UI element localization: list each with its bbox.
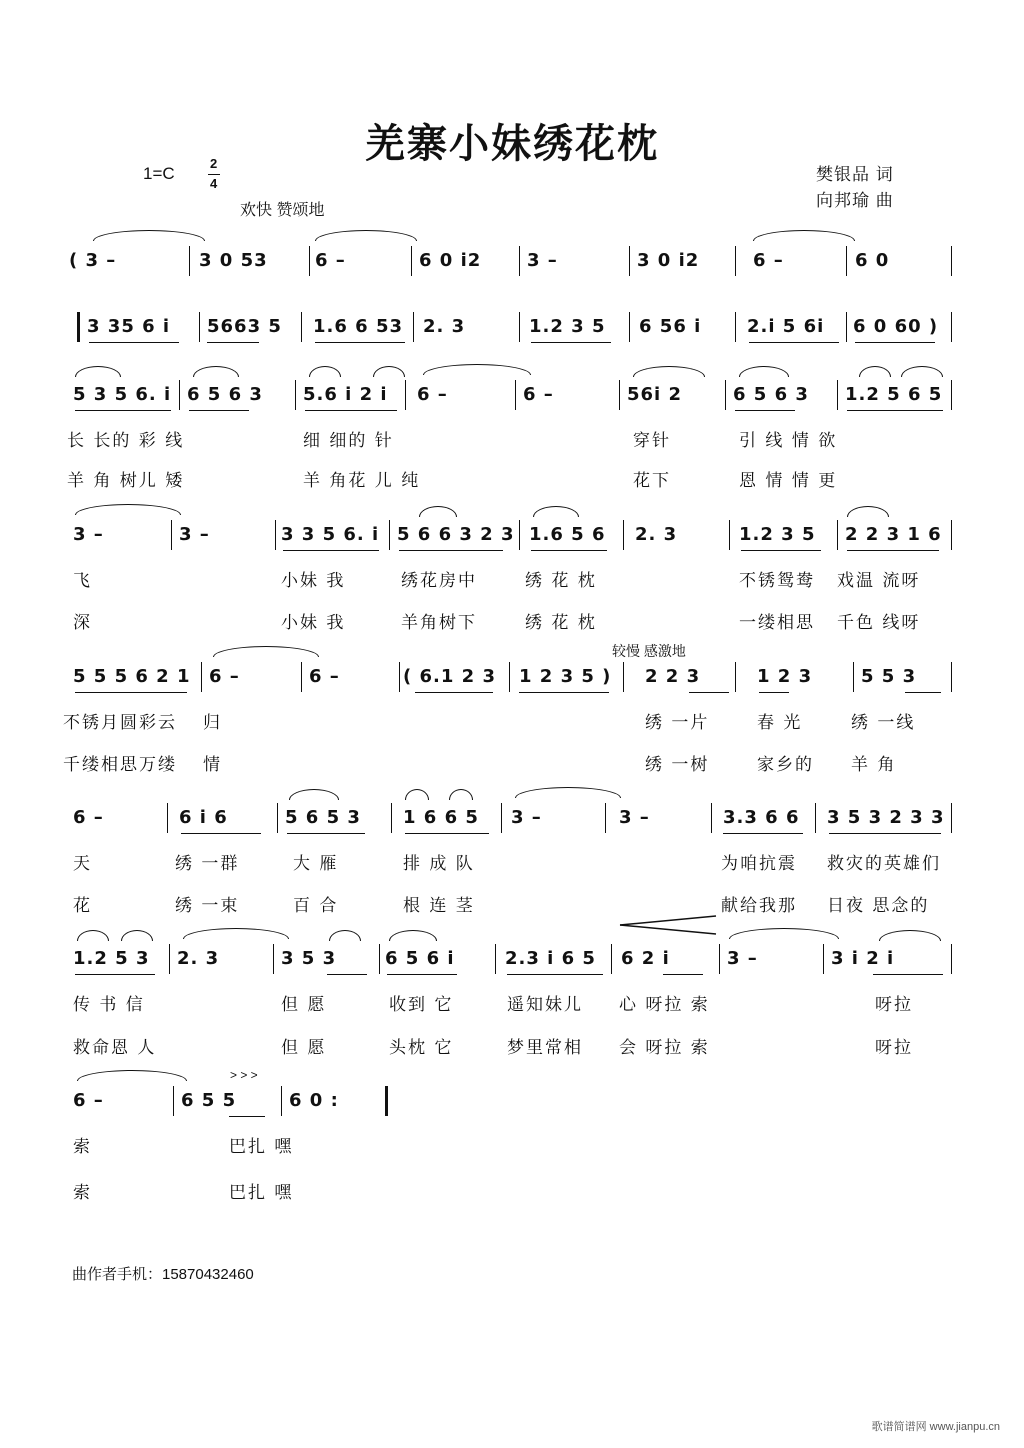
composer-contact: 曲作者手机：15870432460 bbox=[72, 1266, 254, 1283]
lyric-text: 绣 一线 bbox=[851, 713, 916, 733]
notation-row bbox=[63, 312, 953, 342]
slur-arc bbox=[419, 506, 457, 517]
barline bbox=[509, 662, 510, 692]
measure: 3 i 2 i bbox=[831, 948, 895, 969]
measure: 1.2 3 5 bbox=[739, 524, 816, 545]
lyric-text: 羊 角 树儿 矮 bbox=[67, 471, 185, 491]
measure: 6 0 i2 bbox=[419, 250, 482, 271]
measure: 3.3 6 6 bbox=[723, 807, 800, 828]
notation-row bbox=[63, 944, 953, 974]
lyrics-line bbox=[63, 608, 953, 632]
barline bbox=[309, 246, 310, 276]
barline bbox=[411, 246, 412, 276]
measure: 6 – bbox=[73, 1090, 104, 1111]
lyric-text: 会 呀拉 索 bbox=[619, 1038, 710, 1058]
underline-beam bbox=[759, 692, 789, 693]
underline-beam bbox=[829, 833, 941, 834]
measure: 3 0 i2 bbox=[637, 250, 700, 271]
lyric-text: 收到 它 bbox=[389, 995, 454, 1015]
lyric-text: 遥知妹儿 bbox=[507, 995, 583, 1015]
barline bbox=[389, 520, 390, 550]
measure: 2. 3 bbox=[635, 524, 678, 545]
measure: 3 – bbox=[619, 807, 650, 828]
measure: 3 – bbox=[727, 948, 758, 969]
lyric-text: 心 呀拉 索 bbox=[619, 995, 710, 1015]
measure: 6 – bbox=[417, 384, 448, 405]
barline bbox=[623, 662, 624, 692]
lyric-text: 绣 花 枕 bbox=[525, 571, 597, 591]
time-signature-top: 2 bbox=[210, 156, 218, 171]
lyric-text: 救命恩 人 bbox=[73, 1038, 157, 1058]
underline-beam bbox=[723, 833, 803, 834]
measure: 3 – bbox=[527, 250, 558, 271]
underline-beam bbox=[75, 410, 171, 411]
measure: 1 6 6 5 bbox=[403, 807, 479, 828]
lyric-text: 百 合 bbox=[293, 896, 339, 916]
measure: 1.6 5 6 bbox=[529, 524, 606, 545]
measure: 6 56 i bbox=[639, 316, 702, 337]
underline-beam bbox=[847, 410, 943, 411]
tie-arc bbox=[315, 230, 417, 241]
underline-beam bbox=[207, 342, 259, 343]
barline bbox=[301, 662, 302, 692]
lyrics-line bbox=[63, 566, 953, 590]
lyric-text: 恩 情 情 更 bbox=[739, 471, 838, 491]
lyric-text: 绣 花 枕 bbox=[525, 613, 597, 633]
repeat-start-barline bbox=[77, 312, 80, 342]
key-signature: 1=C bbox=[143, 164, 175, 183]
underline-beam bbox=[75, 692, 187, 693]
underline-beam bbox=[531, 550, 607, 551]
barline bbox=[515, 380, 516, 410]
measure: 5 6 5 3 bbox=[285, 807, 361, 828]
lyric-text: 不锈鸳鸯 bbox=[739, 571, 815, 591]
lyric-text: 巴扎 嘿 bbox=[229, 1137, 294, 1157]
measure: 6 – bbox=[315, 250, 346, 271]
tie-arc bbox=[77, 1070, 187, 1081]
lyric-text: 根 连 茎 bbox=[403, 896, 475, 916]
barline bbox=[725, 380, 726, 410]
tie-arc bbox=[753, 230, 855, 241]
lyric-text: 献给我那 bbox=[721, 896, 797, 916]
measure: 1.2 3 5 bbox=[529, 316, 606, 337]
barline bbox=[951, 520, 952, 550]
slur-arc bbox=[75, 366, 121, 377]
lyric-text: 细 细的 针 bbox=[303, 431, 394, 451]
tie-arc bbox=[75, 504, 181, 515]
measure: 5.6 i 2 i bbox=[303, 384, 388, 405]
lyric-text: 天 bbox=[73, 854, 92, 874]
barline bbox=[399, 662, 400, 692]
slur-arc bbox=[289, 789, 339, 800]
time-signature-line bbox=[208, 174, 220, 175]
barline bbox=[623, 520, 624, 550]
lyric-text: 绣 一树 bbox=[645, 755, 710, 775]
lyrics-line bbox=[63, 891, 953, 915]
lyric-text: 羊角树下 bbox=[401, 613, 477, 633]
notation-row bbox=[63, 803, 953, 833]
barline bbox=[379, 944, 380, 974]
measure: 6 – bbox=[73, 807, 104, 828]
barline bbox=[295, 380, 296, 410]
lyric-text: 家乡的 bbox=[757, 755, 814, 775]
underline-beam bbox=[181, 833, 261, 834]
lyric-text: 深 bbox=[73, 613, 92, 633]
slur-arc bbox=[847, 506, 889, 517]
slur-arc bbox=[373, 366, 405, 377]
underline-beam bbox=[531, 342, 611, 343]
barline bbox=[951, 312, 952, 342]
barline bbox=[735, 246, 736, 276]
lyric-text: 羊 角 bbox=[851, 755, 897, 775]
barline bbox=[951, 662, 952, 692]
lyric-text: 但 愿 bbox=[281, 995, 327, 1015]
measure: 6 – bbox=[309, 666, 340, 687]
barline bbox=[169, 944, 170, 974]
measure: 5 5 3 bbox=[861, 666, 917, 687]
slur-arc bbox=[193, 366, 239, 377]
site-watermark: 歌谱简谱网 www.jianpu.cn bbox=[871, 1421, 1000, 1433]
measure: 6 – bbox=[523, 384, 554, 405]
tie-arc bbox=[213, 646, 319, 657]
lyric-text: 穿针 bbox=[633, 431, 671, 451]
measure: 1.6 6 53 bbox=[313, 316, 403, 337]
underline-beam bbox=[287, 833, 365, 834]
measure: 5 5 5 6 2 1 bbox=[73, 666, 191, 687]
lyric-text: 呀拉 bbox=[875, 1038, 913, 1058]
measure: 5 6 6 3 2 3 bbox=[397, 524, 515, 545]
tie-arc bbox=[423, 364, 531, 375]
barline bbox=[735, 662, 736, 692]
measure: 6 5 5 bbox=[181, 1090, 237, 1111]
notation-row bbox=[63, 246, 953, 276]
lyric-text: 小妹 我 bbox=[281, 571, 346, 591]
tempo-change-marking: 较慢 感激地 bbox=[612, 643, 686, 659]
measure: 3 3 5 6. i bbox=[281, 524, 380, 545]
measure: 5663 5 bbox=[207, 316, 282, 337]
lyrics-line bbox=[63, 708, 953, 732]
lyrics-line bbox=[63, 990, 953, 1014]
barline bbox=[846, 312, 847, 342]
barline bbox=[179, 380, 180, 410]
time-signature-bottom: 4 bbox=[210, 176, 218, 191]
barline bbox=[629, 312, 630, 342]
underline-beam bbox=[405, 833, 489, 834]
barline bbox=[413, 312, 414, 342]
lyric-text: 头枕 它 bbox=[389, 1038, 454, 1058]
measure: 2 2 3 1 6 bbox=[845, 524, 942, 545]
measure: 6 5 6 i bbox=[385, 948, 455, 969]
measure: 2.3 i 6 5 bbox=[505, 948, 596, 969]
barline bbox=[951, 944, 952, 974]
measure: 3 – bbox=[179, 524, 210, 545]
lyric-text: 但 愿 bbox=[281, 1038, 327, 1058]
measure: 2. 3 bbox=[423, 316, 466, 337]
barline bbox=[719, 944, 720, 974]
slur-arc bbox=[859, 366, 891, 377]
underline-beam bbox=[283, 550, 379, 551]
slur-arc bbox=[121, 930, 153, 941]
lyric-text: 梦里常相 bbox=[507, 1038, 583, 1058]
barline bbox=[301, 312, 302, 342]
slur-arc bbox=[389, 930, 437, 941]
measure: 6 0 : bbox=[289, 1090, 339, 1111]
barline bbox=[519, 520, 520, 550]
lyric-text: 一缕相思 bbox=[739, 613, 815, 633]
lyric-text: 巴扎 嘿 bbox=[229, 1183, 294, 1203]
measure: 3 5 3 bbox=[281, 948, 337, 969]
barline bbox=[823, 944, 824, 974]
barline bbox=[391, 803, 392, 833]
barline bbox=[951, 380, 952, 410]
barline bbox=[853, 662, 854, 692]
lyric-text: 千缕相思万缕 bbox=[63, 755, 177, 775]
measure: 5 3 5 6. i bbox=[73, 384, 172, 405]
measure: ( 3 – bbox=[69, 250, 117, 271]
measure: 3 0 53 bbox=[199, 250, 268, 271]
underline-beam bbox=[305, 410, 397, 411]
tie-arc bbox=[183, 928, 289, 939]
lyric-text: 羊 角花 儿 纯 bbox=[303, 471, 421, 491]
barline bbox=[173, 1086, 174, 1116]
measure: 56i 2 bbox=[627, 384, 683, 405]
underline-beam bbox=[89, 342, 179, 343]
barline bbox=[199, 312, 200, 342]
measure: 2 2 3 bbox=[645, 666, 701, 687]
barline bbox=[735, 312, 736, 342]
barline bbox=[605, 803, 606, 833]
lyric-text: 小妹 我 bbox=[281, 613, 346, 633]
measure: 6 2 i bbox=[621, 948, 670, 969]
slur-arc bbox=[405, 789, 429, 800]
underline-beam bbox=[749, 342, 839, 343]
barline bbox=[405, 380, 406, 410]
lyric-text: 日夜 思念的 bbox=[827, 896, 930, 916]
barline bbox=[277, 803, 278, 833]
lyric-text: 排 成 队 bbox=[403, 854, 475, 874]
underline-beam bbox=[905, 692, 941, 693]
measure: ( 6.1 2 3 bbox=[403, 666, 496, 687]
lyric-text: 春 光 bbox=[757, 713, 803, 733]
underline-beam bbox=[735, 410, 795, 411]
measure: 3 35 6 i bbox=[87, 316, 171, 337]
barline bbox=[815, 803, 816, 833]
slur-arc bbox=[449, 789, 473, 800]
measure: 1 2 3 5 ) bbox=[519, 666, 612, 687]
measure: 1.2 5 3 bbox=[73, 948, 150, 969]
lyrics-line bbox=[63, 1132, 953, 1156]
lyric-text: 不锈月圆彩云 bbox=[63, 713, 177, 733]
underline-beam bbox=[519, 692, 609, 693]
underline-beam bbox=[507, 974, 603, 975]
slur-arc bbox=[633, 366, 705, 377]
notation-row bbox=[63, 1086, 953, 1116]
lyric-text: 绣 一群 bbox=[175, 854, 240, 874]
lyric-text: 飞 bbox=[73, 571, 92, 591]
lyric-text: 传 书 信 bbox=[73, 995, 145, 1015]
tempo-marking: 欢快 赞颂地 bbox=[240, 202, 325, 219]
lyrics-line bbox=[63, 849, 953, 873]
tie-arc bbox=[729, 928, 839, 939]
measure: 6 0 bbox=[855, 250, 890, 271]
lyrics-line bbox=[63, 426, 953, 450]
lyric-text: 为咱抗震 bbox=[721, 854, 797, 874]
measure: 2. 3 bbox=[177, 948, 220, 969]
lyrics-line bbox=[63, 466, 953, 490]
measure: 2.i 5 6i bbox=[747, 316, 825, 337]
lyric-text: 情 bbox=[203, 755, 222, 775]
underline-beam bbox=[315, 342, 405, 343]
measure: 6 – bbox=[209, 666, 240, 687]
barline bbox=[846, 246, 847, 276]
slur-arc bbox=[739, 366, 789, 377]
measure: 6 5 6 3 bbox=[733, 384, 809, 405]
measure: 1.2 5 6 5 bbox=[845, 384, 943, 405]
lyric-text: 千色 线呀 bbox=[837, 613, 921, 633]
barline bbox=[501, 803, 502, 833]
accent-marks: > > > bbox=[230, 1068, 258, 1082]
barline bbox=[629, 246, 630, 276]
lyric-text: 绣花房中 bbox=[401, 571, 477, 591]
song-title: 羌寨小妹绣花枕 bbox=[365, 120, 659, 167]
underline-beam bbox=[399, 550, 503, 551]
composer-credit: 向邦瑜 曲 bbox=[816, 191, 894, 210]
barline bbox=[951, 803, 952, 833]
barline bbox=[837, 380, 838, 410]
repeat-end-barline bbox=[385, 1086, 388, 1116]
barline bbox=[519, 246, 520, 276]
measure: 3 – bbox=[73, 524, 104, 545]
barline bbox=[189, 246, 190, 276]
lyric-text: 绣 一片 bbox=[645, 713, 710, 733]
lyric-text: 索 bbox=[73, 1137, 92, 1157]
barline bbox=[951, 246, 952, 276]
lyric-text: 呀拉 bbox=[875, 995, 913, 1015]
underline-beam bbox=[663, 974, 703, 975]
tie-arc bbox=[93, 230, 205, 241]
barline bbox=[273, 944, 274, 974]
underline-beam bbox=[327, 974, 367, 975]
barline bbox=[519, 312, 520, 342]
lyric-text: 索 bbox=[73, 1183, 92, 1203]
measure: 6 5 6 3 bbox=[187, 384, 263, 405]
underline-beam bbox=[415, 692, 493, 693]
lyric-text: 绣 一束 bbox=[175, 896, 240, 916]
lyrics-line bbox=[63, 1178, 953, 1202]
lyrics-line bbox=[63, 750, 953, 774]
lyrics-line bbox=[63, 1033, 953, 1057]
underline-beam bbox=[689, 692, 729, 693]
slur-arc bbox=[309, 366, 341, 377]
underline-beam bbox=[387, 974, 457, 975]
measure: 6 i 6 bbox=[179, 807, 228, 828]
slur-arc bbox=[77, 930, 109, 941]
barline bbox=[171, 520, 172, 550]
lyric-text: 戏温 流呀 bbox=[837, 571, 921, 591]
measure: 6 0 60 ) bbox=[853, 316, 939, 337]
lyric-text: 花 bbox=[73, 896, 92, 916]
measure: 3 – bbox=[511, 807, 542, 828]
barline bbox=[495, 944, 496, 974]
notation-row bbox=[63, 662, 953, 692]
lyricist-credit: 樊银品 词 bbox=[816, 165, 894, 184]
lyric-text: 救灾的英雄们 bbox=[827, 854, 941, 874]
lyric-text: 归 bbox=[203, 713, 222, 733]
barline bbox=[201, 662, 202, 692]
underline-beam bbox=[229, 1116, 265, 1117]
barline bbox=[711, 803, 712, 833]
notation-row bbox=[63, 380, 953, 410]
lyric-text: 花下 bbox=[633, 471, 671, 491]
barline bbox=[729, 520, 730, 550]
underline-beam bbox=[189, 410, 249, 411]
barline bbox=[611, 944, 612, 974]
tie-arc bbox=[515, 787, 621, 798]
underline-beam bbox=[855, 342, 935, 343]
barline bbox=[275, 520, 276, 550]
underline-beam bbox=[873, 974, 943, 975]
underline-beam bbox=[741, 550, 821, 551]
measure: 6 – bbox=[753, 250, 784, 271]
measure: 3 5 3 2 3 3 bbox=[827, 807, 945, 828]
notation-row bbox=[63, 520, 953, 550]
underline-beam bbox=[847, 550, 939, 551]
lyric-text: 引 线 情 欲 bbox=[739, 431, 838, 451]
barline bbox=[281, 1086, 282, 1116]
barline bbox=[837, 520, 838, 550]
underline-beam bbox=[75, 974, 155, 975]
slur-arc bbox=[901, 366, 943, 377]
barline bbox=[619, 380, 620, 410]
measure: 1 2 3 bbox=[757, 666, 813, 687]
lyric-text: 大 雁 bbox=[293, 854, 339, 874]
lyric-text: 长 长的 彩 线 bbox=[67, 431, 185, 451]
slur-arc bbox=[329, 930, 361, 941]
slur-arc bbox=[533, 506, 579, 517]
slur-arc bbox=[879, 930, 941, 941]
barline bbox=[167, 803, 168, 833]
crescendo-hairpin bbox=[618, 914, 718, 936]
